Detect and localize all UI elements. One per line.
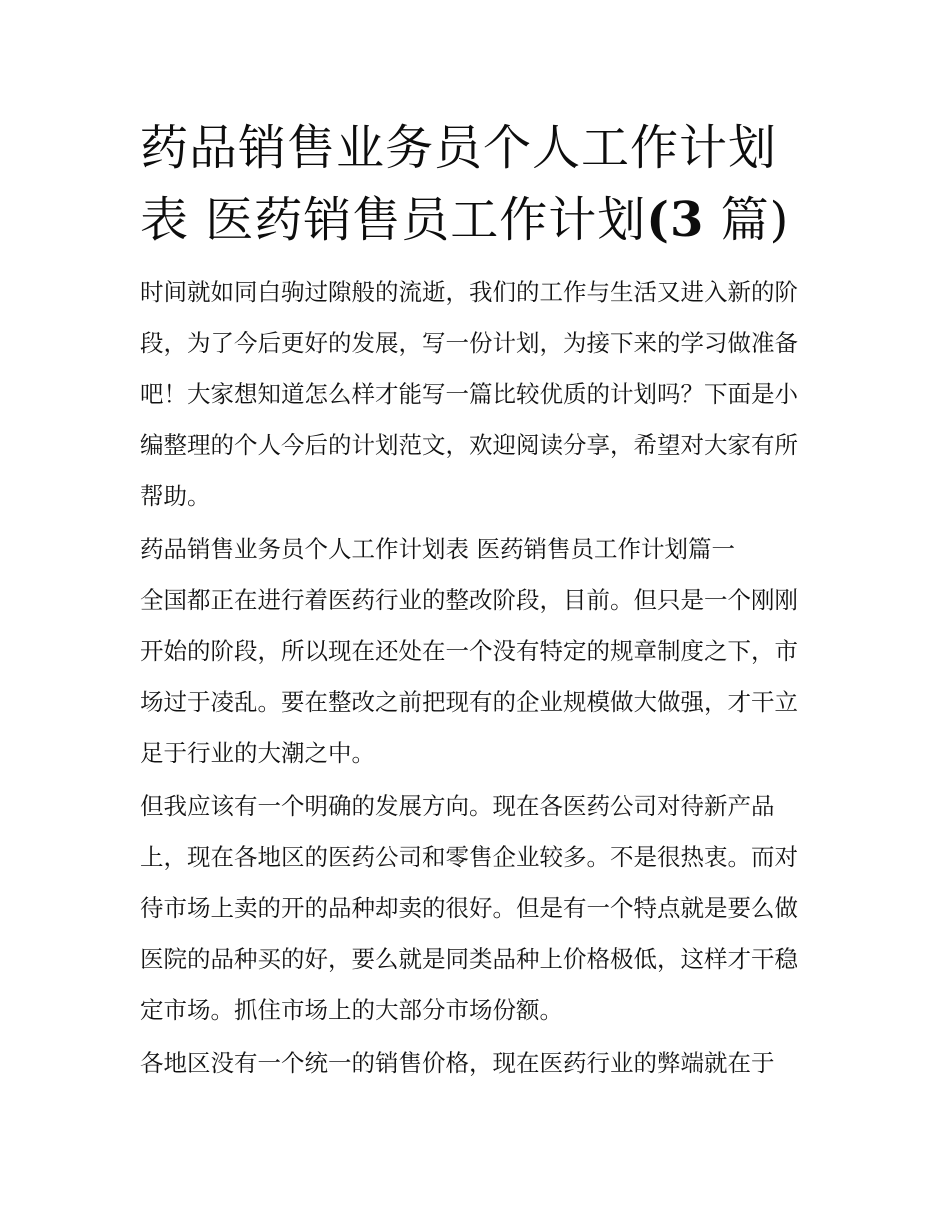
section-heading: 药品销售业务员个人工作计划表 医药销售员工作计划篇一 <box>140 535 735 563</box>
title-suffix: 篇) <box>704 192 790 248</box>
document-title <box>140 112 812 256</box>
title-count: (3 <box>646 192 705 248</box>
intro-paragraph: 时间就如同白驹过隙般的流逝，我们的工作与生活又进入新的阶段，为了今后更好的发展，写一份计划，为接下来的学习做准备吧！大家想知道怎么样才能写一篇比较优质的计划吗？下面是小编整理的个人今后的计划范文，欢迎阅读分享，希望对大家有所帮助。 <box>140 278 798 510</box>
body-paragraph-2: 但我应该有一个明确的发展方向。现在各医药公司对待新产品上，现在各地区的医药公司和零售企业较多。不是很热衷。而对待市场上卖的开的品种却卖的很好。但是有一个特点就是要么做医院的品种买的好，要么就是同类品种上价格极低，这样才干稳定市场。抓住市场上的大部分市场份额。 <box>140 792 798 1024</box>
title-line-2 <box>140 184 812 256</box>
title-line-1: 药品销售业务员个人工作计划 <box>140 120 778 176</box>
body-paragraph-3: 各地区没有一个统一的销售价格，现在医药行业的弊端就在于 <box>140 1049 775 1077</box>
document-body <box>140 267 812 1089</box>
body-paragraph-1: 全国都正在进行着医药行业的整改阶段，目前。但只是一个刚刚开始的阶段，所以现在还处在一个没有特定的规章制度之下，市场过于凌乱。要在整改之前把现有的企业规模做大做强，才干立足于行业的大潮之中。 <box>140 586 798 767</box>
title-text: 表 医药销售员工作计划 <box>140 192 647 248</box>
document-page <box>140 112 812 1091</box>
